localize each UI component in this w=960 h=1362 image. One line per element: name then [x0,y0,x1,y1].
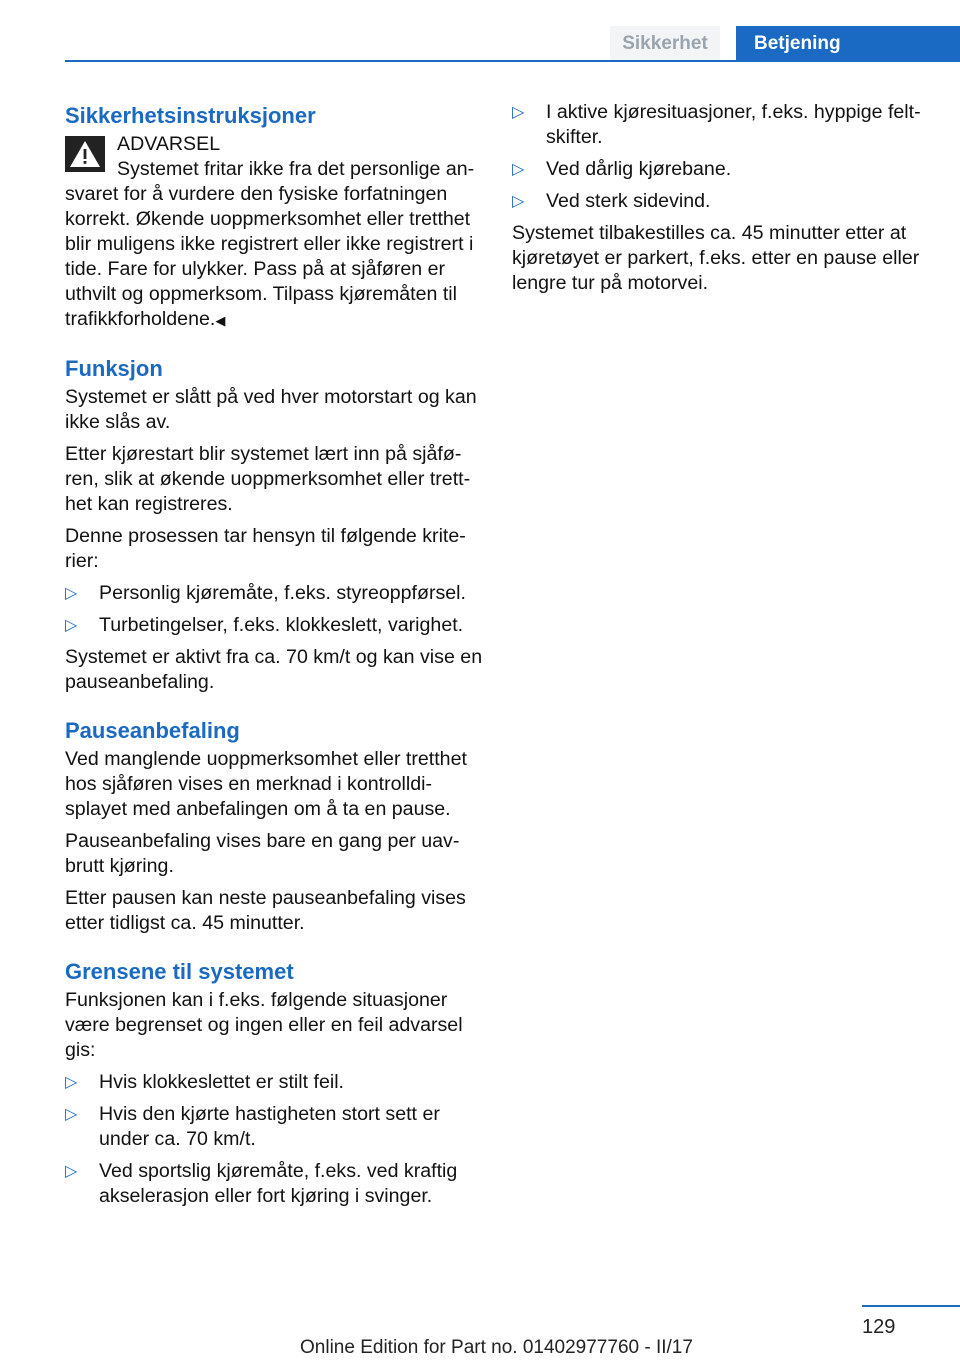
list-item: ▷ Turbetingelser, f.eks. klokkeslett, varighet. [65,614,464,636]
list-item: ▷ I aktive kjøresituasjoner, f.eks. hyppige feltskifter. [512,101,921,148]
paragraph: Systemet tilbakestilles ca. 45 minutter etter at kjøretøyet er parkert, f.eks. etter en pause eller lengre tur på motorvei. [512,222,920,294]
bullet-icon: ▷ [512,193,525,210]
right-column [512,100,932,303]
list-item: ▷ Hvis klokkeslettet er stilt feil. [65,1071,344,1093]
list-item: ▷ Ved dårlig kjørebane. [512,158,732,180]
paragraph: Funksjonen kan i f.eks. følgende situasjoner være begrenset og ingen eller en feil advarsel gis: [65,989,463,1061]
section-title-function: Funksjon [65,356,163,381]
list-item: ▷ Ved sterk sidevind. [512,190,711,212]
warning-label: ADVARSEL [117,133,221,155]
section-title-safety: Sikkerhetsinstruksjoner [65,103,316,128]
list-item: ▷ Personlig kjøremåte, f.eks. styreoppførsel. [65,582,466,604]
list-item: ▷ Hvis den kjørte hastigheten stort sett er under ca. 70 km/t. [65,1103,440,1150]
paragraph: Ved manglende uoppmerksomhet eller tretthet hos sjåføren vises en merknad i kontrolldisplayet med anbefalingen om å ta en pause. [65,748,467,820]
footer-rule [862,1305,960,1307]
warning-block [65,132,483,333]
bullet-list [65,1070,483,1209]
page-number: 129 [862,1316,896,1338]
bullet-list [512,100,932,214]
bullet-icon: ▷ [65,1163,78,1180]
section-title-pause: Pauseanbefaling [65,718,240,743]
left-column [65,100,483,1216]
paragraph: Systemet er slått på ved hver motorstart og kan ikke slås av. [65,386,477,433]
warning-text: Systemet fritar ikke fra det personlige ansvaret for å vurdere den fysiske forfatningen korrekt. Økende uoppmerksomhet eller tretthet blir muligens ikke registrert eller ikke registrert i tide. Fare for ulykker. Pass på at sjåføren er uthvilt og oppmerksom. Tilpass kjøremåten til trafikkforholdene.◀ [65,158,475,330]
paragraph: Etter pausen kan neste pauseanbefaling vises etter tidligst ca. 45 minutter. [65,887,466,934]
paragraph: Pauseanbefaling vises bare en gang per uavbrutt kjøring. [65,830,460,877]
header-rule [65,60,960,62]
list-item: ▷ Ved sportslig kjøremåte, f.eks. ved kraftig akselerasjon eller fort kjøring i svinger. [65,1160,458,1207]
section-limits [65,956,483,1209]
section-pause [65,715,483,936]
bullet-icon: ▷ [65,617,78,634]
bullet-icon: ▷ [65,1106,78,1123]
section-function [65,353,483,695]
tab-betjening[interactable]: Betjening [736,26,960,61]
bullet-icon: ▷ [512,104,525,121]
edition-line: Online Edition for Part no. 01402977760 - II/17 [300,1337,693,1358]
end-mark-icon: ◀ [215,313,226,328]
paragraph: Denne prosessen tar hensyn til følgende kriterier: [65,525,466,572]
bullet-icon: ▷ [65,585,78,602]
paragraph: Systemet er aktivt fra ca. 70 km/t og kan vise en pauseanbefaling. [65,646,483,693]
paragraph: Etter kjørestart blir systemet lært inn på sjåføren, slik at økende uoppmerksomhet eller tretthet kan registreres. [65,443,471,515]
tab-sikkerhet[interactable]: Sikkerhet [610,26,720,61]
bullet-list [65,581,483,638]
bullet-icon: ▷ [512,161,525,178]
warning-icon [65,136,105,172]
bullet-icon: ▷ [65,1074,78,1091]
section-title-limits: Grensene til systemet [65,959,294,984]
